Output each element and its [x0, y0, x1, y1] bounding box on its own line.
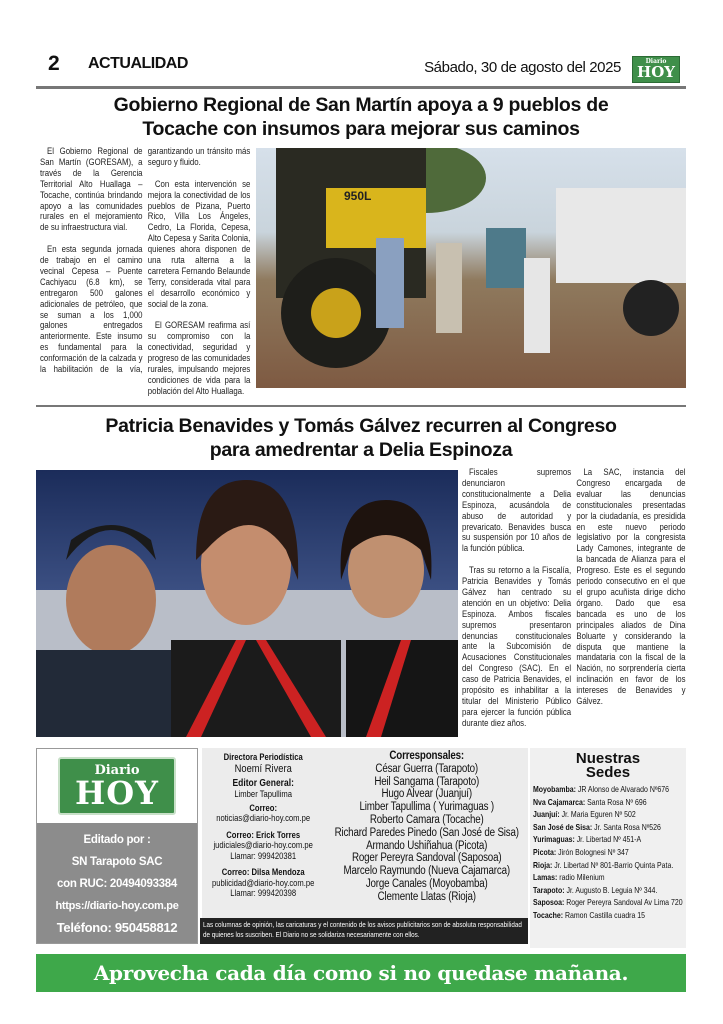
correspondent: Armando Ushiñahua (Picota)	[366, 839, 488, 852]
logo-big-text: HOY	[637, 63, 675, 81]
disclaimer-box	[200, 918, 528, 944]
ads-email[interactable]: publicidad@diario-hoy.com.pe	[211, 877, 315, 888]
office-item	[533, 822, 683, 835]
correspondents-title: Corresponsales:	[389, 750, 465, 762]
editor-name: Limber Tapullima	[234, 789, 293, 799]
correspondent: Clemente Llatas (Rioja)	[377, 890, 476, 903]
office-item	[533, 834, 683, 847]
paragraph: Tras su retorno a la Fiscalía, Patricia Benavides y Tomás Gálvez han centrado su atención en un objetivo: Delia Espinoza. Ambos fiscales supremos presentaron denuncias constitucionales ante la Subcomisión de Acusaciones Constitucionales del Congreso (SAC). En el caso de Patricia Benavides, el propósito es inhabilitar a la titular del Ministerio Público para ejercer la función pública durante diez años.	[462, 565, 572, 728]
paragraph: El GORESAM reafirma así su compromiso con la conectividad, seguridad y progreso de las comunidades rurales, impulsando mejores condiciones de vida para la población del Alto Huallaga.	[147, 320, 251, 396]
phone-number: Teléfono: 950458812	[56, 920, 178, 935]
judicial-phone: Llamar: 999420381	[230, 850, 297, 861]
office-address: JR Alonso de Alvarado Nº676	[575, 785, 669, 794]
paragraph: Con esta intervención se mejora la conectividad de los pueblos de Pizana, Puerto Rico, Villa Los Ángeles, Cedro, La Florida, Cepesa, Alto Cepesa y Sarita Colonia, quienes ahora disponen de una ruta alterna a la carretera Fernando Belaunde Terry, considerada vital para el desarrollo económico y social de la zona.	[147, 178, 251, 309]
office-address: Jr. Libertad Nº 451-A	[574, 835, 642, 845]
office-city: Saposoa:	[533, 898, 565, 908]
masthead-box	[36, 748, 198, 944]
office-item	[533, 885, 683, 898]
article1-body	[40, 146, 250, 397]
edited-by-label: Editado por :	[83, 834, 151, 846]
road-work-photo-illustration	[256, 148, 686, 388]
office-item	[533, 910, 683, 923]
section-title: ACTUALIDAD	[88, 55, 188, 72]
staff-box	[202, 748, 528, 918]
office-item	[533, 784, 683, 797]
headline-line: Gobierno Regional de San Martín apoya a 9 pueblos de	[113, 94, 609, 116]
headline-line: para amedrentar a Delia Espinoza	[209, 439, 513, 461]
company-name: SN Tarapoto SAC	[71, 856, 163, 868]
offices-title: Nuestras	[575, 750, 641, 767]
headline-line: Patricia Benavides y Tomás Gálvez recurren al Congreso	[105, 415, 617, 437]
correspondent: Heil Sangama (Tarapoto)	[374, 775, 480, 788]
office-address: Jr. Maria Eguren Nº 502	[559, 810, 636, 820]
office-city: Picota:	[533, 847, 557, 857]
correspondent: Richard Paredes Pinedo (San José de Sisa)	[334, 826, 519, 839]
paragraph: Fiscales supremos denunciaron constitucionalmente a Delia Espinoza, acusándola de abuso de autoridad y prevaricato. Benavides busca su suspensión por 10 años de la función pública.	[462, 467, 572, 554]
office-item	[533, 860, 683, 873]
office-address: Santa Rosa Nº 696	[585, 797, 647, 807]
article2-body	[462, 467, 686, 729]
office-item	[533, 797, 683, 810]
correspondent: Roger Pereyra Sandoval (Saposoa)	[352, 852, 502, 865]
officials-photo-illustration	[36, 470, 458, 737]
director-name: Noemí Rivera	[234, 762, 292, 775]
office-city: Juanjuí:	[533, 810, 560, 820]
office-address: Jirón Bolognesi Nº 347	[556, 847, 629, 857]
office-address: Ramon Castilla cuadra 15	[563, 910, 646, 920]
office-address: radio Milenium	[557, 873, 605, 883]
correspondent: Roberto Camara (Tocache)	[369, 813, 484, 826]
office-item	[533, 847, 683, 860]
machine-label: 950L	[344, 189, 372, 203]
offices-title: Sedes	[585, 764, 631, 781]
header-logo	[632, 56, 680, 83]
article2-headline	[36, 414, 686, 462]
paragraph: En esta segunda jornada de trabajo en el camino vecinal Cepesa – Puente Cachiyacu (6.8 km), se entregaron 500 galones adicionales de petróleo, que se suman a los 1,000 galones entregados anteriormente. Este insumo es fundamental para la conformación de la calzada y la habilitación de la vía, garantizando un tránsito más seguro y fluido.	[40, 146, 251, 375]
correspondent: César Guerra (Tarapoto)	[375, 762, 479, 775]
ads-title: Correo: Dilsa Mendoza	[221, 867, 305, 877]
correspondent: Jorge Canales (Moyobamba)	[365, 877, 488, 890]
section-divider	[36, 405, 686, 407]
page-number: 2	[48, 52, 60, 75]
article1-photo	[256, 148, 686, 388]
office-item	[533, 897, 683, 910]
correspondent: Marcelo Raymundo (Nueva Cajamarca)	[343, 865, 510, 878]
director-title: Directora Periodística	[223, 752, 303, 762]
company-ruc: con RUC: 20494093384	[57, 878, 177, 890]
paragraph: El Gobierno Regional de San Martín (GORESAM), a través de la Gerencia Territorial Alto Huallaga – Tocache, continúa brindando apoyo a las comunidades rurales en el mejoramiento de su infraestructura vial.	[40, 146, 143, 233]
office-city: Moyobamba:	[533, 785, 576, 794]
office-address: Roger Pereyra Sandoval Av Lima 720	[564, 898, 683, 908]
header-rule	[36, 86, 686, 89]
diario-hoy-logo	[58, 757, 176, 815]
website-link[interactable]: https://diario-hoy.com.pe	[55, 900, 179, 912]
office-address: Jr. Santa Rosa Nº526	[592, 822, 661, 832]
editor-title: Editor General:	[232, 777, 294, 789]
office-city: Tocache:	[533, 910, 564, 920]
motto-banner: Aprovecha cada día como si no quedase mañana.	[36, 954, 686, 992]
article1-headline	[36, 93, 686, 141]
news-email[interactable]: noticias@diario-hoy.com.pe	[216, 813, 311, 823]
judicial-title: Correo: Erick Torres	[226, 829, 301, 840]
office-item	[533, 872, 683, 885]
ads-phone: Llamar: 999420398	[230, 888, 297, 898]
article2-photo	[36, 470, 458, 737]
judicial-email[interactable]: judiciales@diario-hoy.com.pe	[213, 840, 313, 850]
office-city: San José de Sisa:	[533, 822, 593, 832]
office-item	[533, 809, 683, 822]
offices-box	[530, 748, 686, 948]
logo-big-text: HOY	[75, 774, 159, 812]
office-city: Nva Cajamarca:	[533, 797, 586, 807]
office-city: Tarapoto:	[533, 885, 565, 895]
issue-date: Sábado, 30 de agosto del 2025	[424, 59, 621, 76]
office-address: Jr. Libertad Nº 801-Barrio Quinta Pata.	[552, 860, 674, 870]
headline-line: Tocache con insumos para mejorar sus caminos	[142, 118, 580, 140]
office-city: Lamas:	[533, 873, 558, 883]
disclaimer: Las columnas de opinión, las caricaturas y el contenido de los avisos publicitarios son de absoluta responsabilidad de quienes los suscriben. El Diario no se solidariza necesariamente con ellos.	[203, 920, 522, 939]
logo-small-text: Diario	[94, 763, 140, 778]
logo-small-text: Diario	[645, 58, 667, 65]
paragraph: La SAC, instancia del Congreso encargada de evaluar las denuncias constitucionales presentadas por la ciudadanía, es presidida en este nuevo periodo legislativo por la congresista Lady Camones, integrante de la bancada de Alianza para el Progreso. Este es el segundo periodo consecutivo en el que el grupo acuñista dirige dicho órgano. Dado que esa bancada es uno de los principales aliados de Dina Boluarte y considerando la disputa que mantiene la mandataria con la fiscal de la Nación, no sorprendería cierta inclinación en favor de los intereses de Benavides y Gálvez.	[576, 467, 686, 707]
office-city: Rioja:	[533, 860, 553, 870]
correspondent: Hugo Alvear (Juanjuí)	[381, 788, 472, 801]
offices-list	[533, 784, 683, 923]
correspondent: Limber Tapullima ( Yurimaguas )	[359, 801, 494, 814]
office-address: Jr. Augusto B. Leguia Nº 344.	[564, 885, 658, 895]
office-city: Yurimaguas:	[533, 835, 575, 845]
mail-title: Correo:	[249, 802, 278, 813]
